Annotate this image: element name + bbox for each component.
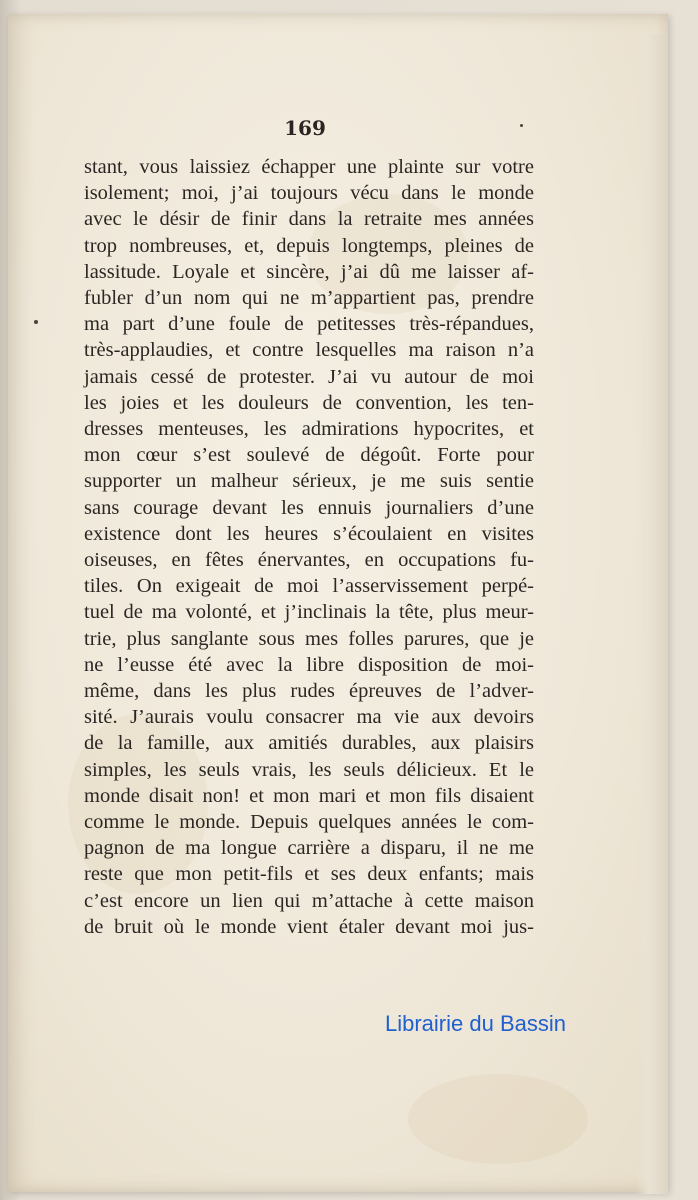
text-line: oiseuses, en fêtes énervantes, en occupations fu- bbox=[84, 549, 534, 572]
text-line: très-applaudies, et contre lesquelles ma raison n’a bbox=[84, 339, 534, 362]
text-line: existence dont les heures s’écoulaient en visites bbox=[84, 522, 534, 545]
text-line: supporter un malheur sérieux, je me suis sentie bbox=[84, 470, 534, 493]
text-line: tiles. On exigeait de moi l’asservissement perpé- bbox=[84, 575, 534, 598]
text-line: trop nombreuses, et, depuis longtemps, pleines de bbox=[84, 234, 534, 257]
paper-stain bbox=[408, 1074, 588, 1164]
text-line: isolement; moi, j’ai toujours vécu dans le monde bbox=[84, 182, 534, 205]
text-line: pagnon de ma longue carrière a disparu, il ne me bbox=[84, 837, 534, 860]
text-line: avec le désir de finir dans la retraite mes années bbox=[84, 208, 534, 231]
text-line: jamais cessé de protester. J’ai vu autour de moi bbox=[84, 365, 534, 388]
text-line: stant, vous laissiez échapper une plainte sur votre bbox=[84, 156, 534, 178]
text-line: sité. J’aurais voulu consacrer ma vie aux devoirs bbox=[84, 706, 534, 729]
page-edge bbox=[636, 34, 668, 1194]
text-line: même, dans les plus rudes épreuves de l’adver- bbox=[84, 680, 534, 703]
text-line: reste que mon petit-fils et ses deux enfants; mais bbox=[84, 863, 534, 886]
ink-speck bbox=[34, 320, 38, 324]
text-line: lassitude. Loyale et sincère, j’ai dû me laisser af- bbox=[84, 260, 534, 283]
text-line: simples, les seuls vrais, les seuls délicieux. Et le bbox=[84, 758, 534, 781]
text-line: tuel de ma volonté, et j’inclinais la tête, plus meur- bbox=[84, 601, 534, 624]
text-line: dresses menteuses, les admirations hypocrites, et bbox=[84, 418, 534, 441]
text-line: c’est encore un lien qui m’attache à cette maison bbox=[84, 889, 534, 912]
watermark-label: Librairie du Bassin bbox=[385, 1011, 566, 1036]
text-line: ne l’eusse été avec la libre disposition de moi- bbox=[84, 653, 534, 676]
page-number: 169 bbox=[284, 116, 326, 140]
text-line: sans courage devant les ennuis journaliers d’une bbox=[84, 496, 534, 519]
text-line: comme le monde. Depuis quelques années le com- bbox=[84, 811, 534, 834]
page-body-text bbox=[84, 154, 534, 940]
text-line: de bruit où le monde vient étaler devant moi jus- bbox=[84, 915, 534, 938]
text-line: trie, plus sanglante sous mes folles parures, que je bbox=[84, 627, 534, 650]
text-line: les joies et les douleurs de convention, les ten- bbox=[84, 391, 534, 414]
text-line: fubler d’un nom qui ne m’appartient pas, prendre bbox=[84, 287, 534, 310]
text-line: de la famille, aux amitiés durables, aux plaisirs bbox=[84, 732, 534, 755]
text-line: monde disait non! et mon mari et mon fils disaient bbox=[84, 784, 534, 807]
text-line: mon cœur s’est soulevé de dégoût. Forte pour bbox=[84, 444, 534, 467]
text-line: ma part d’une foule de petitesses très-répandues, bbox=[84, 313, 534, 336]
